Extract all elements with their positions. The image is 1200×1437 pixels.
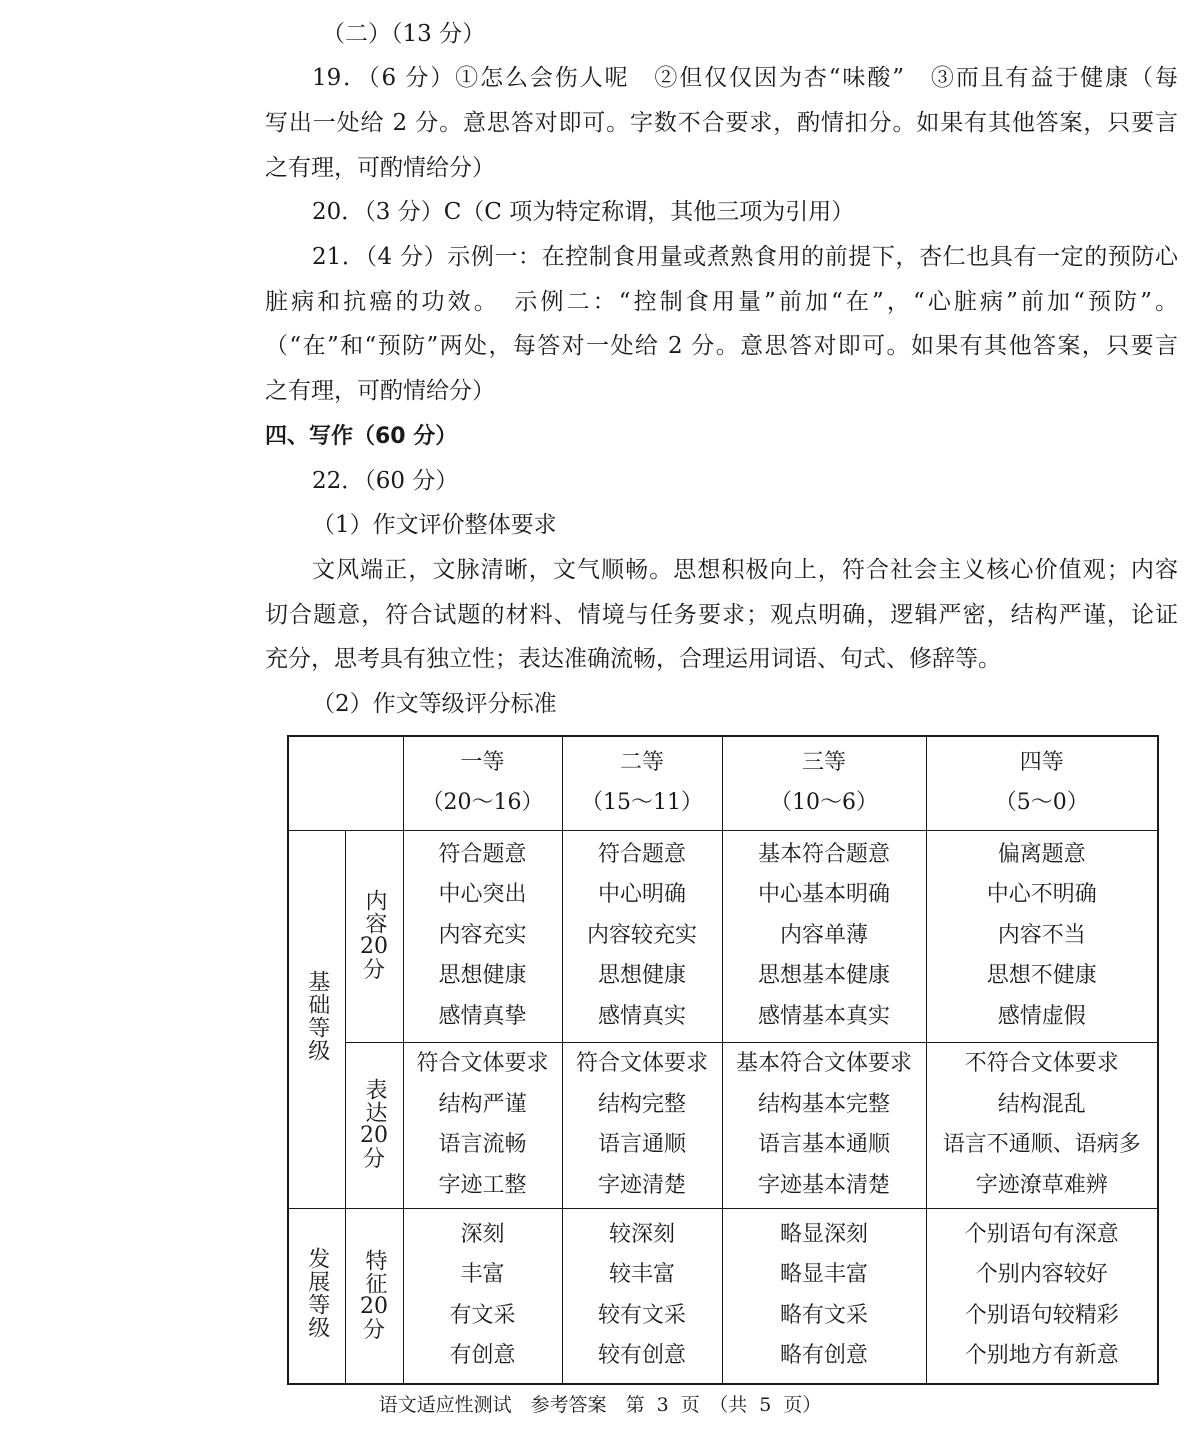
feature-label-score: 20 <box>360 1293 388 1319</box>
criterion-text: 中心突出 <box>438 882 527 908</box>
section-four-heading <box>265 421 457 452</box>
criterion-text: 深刻 <box>460 1221 505 1247</box>
criterion-text: 中心基本明确 <box>757 882 890 908</box>
criterion-text: 字迹工整 <box>438 1172 527 1198</box>
criterion-text: 基本符合题意 <box>757 841 890 867</box>
criterion-text: 语言基本通顺 <box>757 1132 890 1157</box>
requirement-1-line3: 充分，思考具有独立性；表达准确流畅，合理运用词语、句式、修辞等。 <box>265 646 1001 672</box>
q19-line2: 写出一处给 2 分。意思答对即可。字数不合要求，酌情扣分。如果有其他答案，只要言 <box>265 110 1178 136</box>
grade-range: （10～6） <box>770 790 878 816</box>
criterion-text: 略显丰富 <box>779 1262 868 1288</box>
basic-level-text: 基础等级 <box>304 970 330 1062</box>
criterion-text: 感情真实 <box>597 1003 686 1029</box>
content-label-unit: 分 <box>362 958 385 983</box>
q21-line3: （“在”和“预防”两处，每答对一处给 2 分。意思答对即可。如果有其他答案，只要言 <box>265 333 1178 359</box>
q22-heading: 22．（60 分） <box>312 468 459 494</box>
criterion-text: 思想不健康 <box>986 963 1097 989</box>
criterion-text: 符合题意 <box>438 841 527 867</box>
content-grade-1 <box>403 830 562 1042</box>
criterion-text: 感情虚假 <box>997 1003 1086 1029</box>
criterion-text: 略有创意 <box>779 1343 868 1369</box>
requirement-1-heading: （1）作文评价整体要求 <box>312 512 557 538</box>
grade-name: 二等 <box>619 750 664 776</box>
criterion-text: 语言不通顺、语病多 <box>942 1132 1141 1157</box>
feature-grade-2 <box>562 1208 722 1384</box>
criterion-text: 字迹基本清楚 <box>757 1172 890 1198</box>
expression-label-unit: 分 <box>362 1147 385 1172</box>
criterion-text: 略显深刻 <box>779 1221 868 1247</box>
feature-grade-3 <box>722 1208 926 1384</box>
criterion-text: 内容较充实 <box>586 922 697 948</box>
feature-grade-4 <box>926 1208 1158 1384</box>
criterion-text: 个别语句较精彩 <box>964 1302 1119 1328</box>
criterion-text: 不符合文体要求 <box>964 1051 1119 1076</box>
criterion-text: 个别内容较好 <box>975 1262 1108 1288</box>
q21-line1: 21．（4 分）示例一：在控制食用量或煮熟食用的前提下，杏仁也具有一定的预防心 <box>312 244 1178 270</box>
criterion-text: 结构混乱 <box>997 1091 1086 1117</box>
grade-header-row <box>288 736 1158 830</box>
page-footer: 语文适应性测试 参考答案 第 3 页 （共 5 页） <box>378 1394 822 1416</box>
q19-line3: 之有理，可酌情给分） <box>265 155 495 181</box>
criterion-text: 较有文采 <box>597 1302 686 1328</box>
content-grade-2 <box>562 830 722 1042</box>
requirement-2-heading: （2）作文等级评分标准 <box>312 691 557 717</box>
grade-range: （20～16） <box>421 790 544 816</box>
expression-grade-1 <box>403 1042 562 1208</box>
feature-criterion-label <box>345 1208 403 1384</box>
criterion-text: 字迹清楚 <box>597 1172 686 1198</box>
expression-grade-2 <box>562 1042 722 1208</box>
grading-table <box>287 735 1159 1385</box>
criterion-text: 中心不明确 <box>986 882 1097 908</box>
criterion-text: 个别语句有深意 <box>964 1221 1119 1247</box>
criterion-text: 有文采 <box>449 1302 516 1328</box>
criterion-text: 符合文体要求 <box>575 1051 708 1076</box>
feature-row <box>288 1208 1158 1384</box>
criterion-text: 结构基本完整 <box>757 1091 890 1117</box>
criterion-text: 基本符合文体要求 <box>735 1051 912 1076</box>
expression-label-text: 表达 <box>362 1078 387 1124</box>
criterion-text: 内容充实 <box>438 922 527 948</box>
grade-name: 三等 <box>801 750 846 776</box>
criterion-text: 偏离题意 <box>997 841 1086 867</box>
criterion-text: 符合文体要求 <box>416 1051 549 1076</box>
criterion-text: 感情真挚 <box>438 1003 527 1029</box>
criterion-text: 字迹潦草难辨 <box>975 1172 1108 1198</box>
q20-answer: 20．（3 分）C（C 项为特定称谓，其他三项为引用） <box>312 199 855 225</box>
requirement-1-line2: 切合题意，符合试题的材料、情境与任务要求；观点明确，逻辑严密，结构严谨，论证 <box>265 602 1178 628</box>
criterion-text: 符合题意 <box>597 841 686 867</box>
criterion-text: 有创意 <box>449 1343 516 1369</box>
grade-name: 四等 <box>1019 750 1064 776</box>
criterion-text: 较深刻 <box>608 1221 675 1247</box>
criterion-text: 感情基本真实 <box>757 1003 890 1029</box>
criterion-text: 结构严谨 <box>438 1091 527 1117</box>
grade-range: （15～11） <box>581 790 703 816</box>
corner-cell <box>288 736 403 830</box>
q21-line2: 脏病和抗癌的功效。 示例二：“控制食用量”前加“在”，“心脏病”前加“预防”。 <box>265 289 1178 315</box>
grade-header-4 <box>926 736 1158 830</box>
criterion-text: 语言流畅 <box>438 1132 527 1157</box>
grade-header-2 <box>562 736 722 830</box>
content-criterion-label <box>345 830 403 1042</box>
criterion-text: 内容不当 <box>997 922 1086 948</box>
expression-label-score: 20 <box>360 1123 388 1148</box>
content-grade-3 <box>722 830 926 1042</box>
grade-header-3 <box>722 736 926 830</box>
section-four-title: 四、写作（60 分） <box>265 424 458 449</box>
criterion-text: 结构完整 <box>597 1091 686 1117</box>
expression-criterion-label <box>345 1042 403 1208</box>
expression-grade-4 <box>926 1042 1158 1208</box>
grade-range: （5～0） <box>994 790 1089 816</box>
content-grade-4 <box>926 830 1158 1042</box>
section-two-heading: （二）（13 分） <box>322 21 486 47</box>
criterion-text: 思想健康 <box>438 963 527 989</box>
development-level-text: 发展等级 <box>304 1246 330 1339</box>
criterion-text: 丰富 <box>460 1262 505 1288</box>
criterion-text: 思想基本健康 <box>757 963 890 989</box>
criterion-text: 思想健康 <box>597 963 686 989</box>
feature-label-unit: 分 <box>362 1317 385 1343</box>
content-row <box>288 830 1158 1042</box>
basic-level-label <box>288 830 345 1208</box>
criterion-text: 中心明确 <box>597 882 686 908</box>
criterion-text: 个别地方有新意 <box>964 1343 1119 1369</box>
feature-label-text: 特征 <box>362 1248 387 1295</box>
expression-row <box>288 1042 1158 1208</box>
grade-name: 一等 <box>460 750 505 776</box>
content-label-score: 20 <box>360 934 388 959</box>
grade-header-1 <box>403 736 562 830</box>
requirement-1-line1: 文风端正，文脉清晰，文气顺畅。思想积极向上，符合社会主义核心价值观；内容 <box>312 557 1178 583</box>
criterion-text: 语言通顺 <box>597 1132 686 1157</box>
criterion-text: 略有文采 <box>779 1302 868 1328</box>
q21-line4: 之有理，可酌情给分） <box>265 378 495 404</box>
content-label-text: 内容 <box>362 889 387 935</box>
q19-line1: 19．（6 分）①怎么会伤人呢 ②但仅仅因为杏“味酸” ③而且有益于健康（每 <box>312 65 1178 91</box>
criterion-text: 内容单薄 <box>779 922 868 948</box>
expression-grade-3 <box>722 1042 926 1208</box>
criterion-text: 较有创意 <box>597 1343 686 1369</box>
criterion-text: 较丰富 <box>608 1262 675 1288</box>
feature-grade-1 <box>403 1208 562 1384</box>
development-level-label <box>288 1208 345 1384</box>
